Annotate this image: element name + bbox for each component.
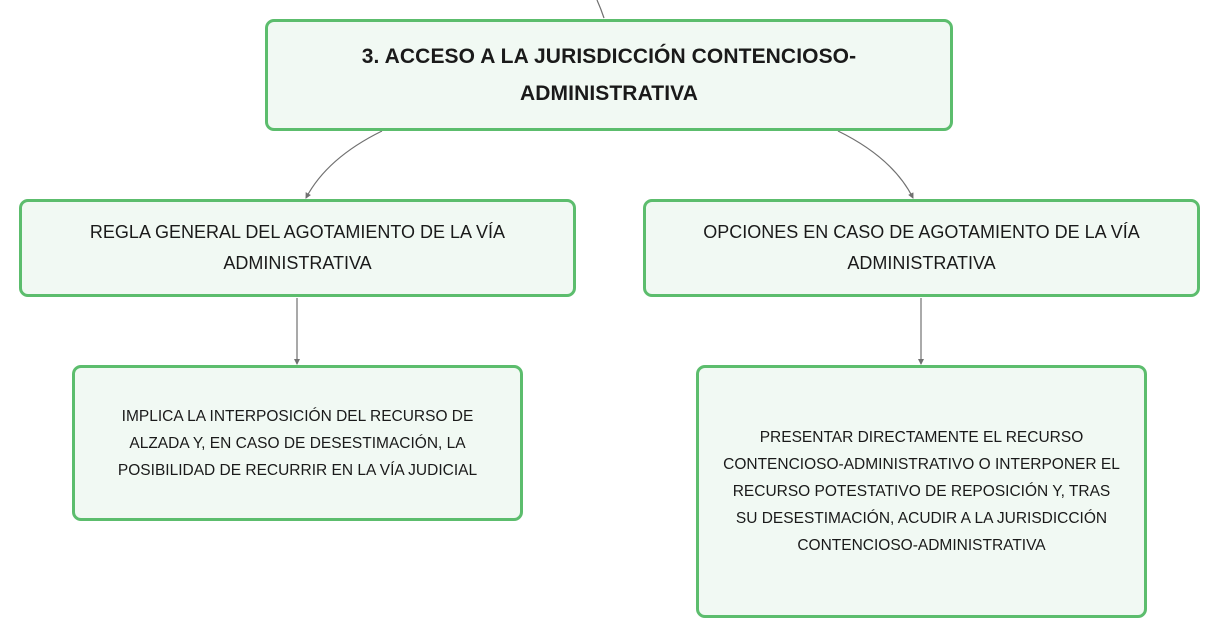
right-child-label: PRESENTAR DIRECTAMENTE EL RECURSO CONTENCIOSO-ADMINISTRATIVO O INTERPONER EL RECURSO POTESTATIVO DE REPOSICIÓN Y, TRAS SU DESESTIMACIÓN, ACUDIR A LA JURISDICCIÓN CONTENCIOSO-ADMINISTRATIVA: [723, 429, 1120, 554]
right-branch-node[interactable]: [643, 199, 1200, 297]
connector-root-to-left: [306, 131, 382, 198]
left-child-node[interactable]: [72, 365, 523, 521]
right-branch-label: OPCIONES EN CASO DE AGOTAMIENTO DE LA VÍA ADMINISTRATIVA: [703, 222, 1140, 273]
left-child-label: IMPLICA LA INTERPOSICIÓN DEL RECURSO DE ALZADA Y, EN CASO DE DESESTIMACIÓN, LA POSIBILIDAD DE RECURRIR EN LA VÍA JUDICIAL: [117, 407, 478, 479]
root-topic-node[interactable]: [265, 19, 953, 131]
root-topic-label: 3. ACCESO A LA JURISDICCIÓN CONTENCIOSO-ADMINISTRATIVA: [361, 45, 857, 105]
right-child-node[interactable]: [696, 365, 1147, 618]
connector-root-to-right: [838, 131, 913, 198]
left-branch-node[interactable]: [19, 199, 576, 297]
connector-from-parent: [597, 0, 604, 18]
left-branch-label: REGLA GENERAL DEL AGOTAMIENTO DE LA VÍA ADMINISTRATIVA: [89, 222, 506, 273]
